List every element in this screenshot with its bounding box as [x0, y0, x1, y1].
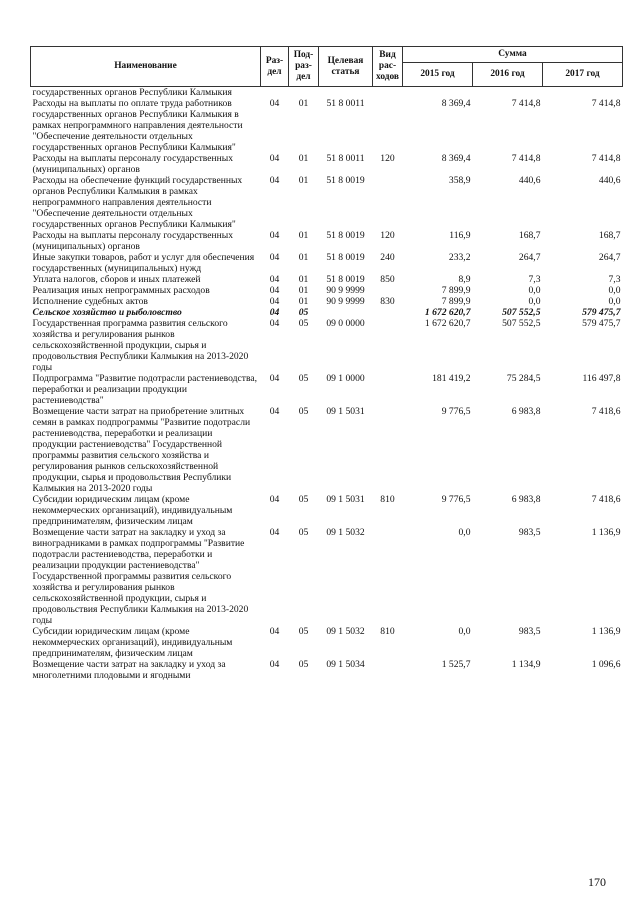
- cell-2016: 507 552,5: [502, 307, 541, 318]
- table-row: [31, 373, 623, 406]
- cell-expense-type: [373, 318, 403, 373]
- table-row: [31, 274, 623, 285]
- header-year-2016: 2016 год: [473, 63, 543, 87]
- table-body: [31, 87, 623, 682]
- cell-target-article: 09 1 5034: [326, 659, 365, 670]
- cell-section: 04: [269, 252, 280, 263]
- table-row: [31, 296, 623, 307]
- cell-2016: 1 134,9: [511, 659, 541, 670]
- cell-name: Уплата налогов, сборов и иных платежей: [32, 274, 201, 285]
- cell-target-article: 90 9 9999: [326, 296, 365, 307]
- cell-section: 04: [269, 494, 280, 505]
- cell-2016: 507 552,5: [502, 318, 541, 329]
- cell-2016: 168,7: [518, 230, 541, 241]
- cell-2015: 1 525,7: [441, 659, 471, 670]
- cell-2016: 7 414,8: [511, 98, 541, 109]
- cell-target-article: 09 1 5031: [326, 406, 365, 417]
- cell-subsection: 05: [298, 307, 309, 318]
- cell-section: 04: [269, 285, 280, 296]
- cell-section: 04: [269, 373, 280, 384]
- budget-table: [30, 46, 623, 681]
- cell-2015: 0,0: [458, 626, 471, 637]
- table-row: [31, 98, 623, 153]
- cell-subsection: 05: [298, 318, 309, 329]
- cell-2015: 7 899,9: [441, 296, 471, 307]
- cell-2017: 1 096,6: [591, 659, 621, 670]
- cell-target-article: 09 0 0000: [326, 318, 365, 329]
- cell-target-article: 51 8 0019: [326, 175, 365, 186]
- cell-target-article: 51 8 0019: [326, 230, 365, 241]
- table-row: [31, 307, 623, 318]
- cell-target-article: 09 1 5032: [326, 527, 365, 538]
- header-sum: Сумма: [403, 47, 623, 63]
- cell-2017: 7 414,8: [591, 98, 621, 109]
- cell-subsection: 05: [298, 406, 309, 417]
- cell-subsection: 01: [298, 296, 309, 307]
- table-row: [31, 87, 623, 99]
- cell-name: Расходы на выплаты персоналу государственных (муниципальных) органов: [32, 153, 234, 175]
- cell-subsection: 01: [298, 175, 309, 186]
- cell-2015: 1 672 620,7: [424, 307, 471, 318]
- cell-2017: 1 136,9: [591, 527, 621, 538]
- header-expense-type: Вид рас- ходов: [373, 47, 403, 87]
- cell-2017: 440,6: [598, 175, 621, 186]
- table-row: [31, 494, 623, 527]
- header-name: Наименование: [31, 47, 261, 87]
- cell-subsection: 05: [298, 527, 309, 538]
- table-row: [31, 252, 623, 274]
- cell-subsection: 05: [298, 659, 309, 670]
- cell-2016: [473, 87, 543, 99]
- header-section: Раз- дел: [261, 47, 289, 87]
- cell-name: государственных органов Республики Калмыкия: [32, 87, 232, 98]
- cell-2015: 9 776,5: [441, 494, 471, 505]
- cell-target-article: [319, 307, 373, 318]
- cell-2017: 116 497,8: [582, 373, 621, 384]
- table-row: [31, 230, 623, 252]
- cell-2015: 9 776,5: [441, 406, 471, 417]
- cell-subsection: 01: [298, 274, 309, 285]
- cell-2016: 6 983,8: [511, 494, 541, 505]
- cell-name: Расходы на обеспечение функций государственных органов Республики Калмыкия в рамках непрограммного направления деятельности "Обеспечение деятельности отдельных государственных органов Республики Калмыкия": [32, 175, 243, 230]
- cell-2016: 983,5: [518, 527, 541, 538]
- cell-section: 04: [269, 318, 280, 329]
- cell-2017: 7 418,6: [591, 494, 621, 505]
- cell-expense-type: 240: [380, 252, 395, 263]
- cell-name: Возмещение части затрат на закладку и уход за виноградниками в рамках подпрограммы "Развитие подотрасли растениеводства, переработки и реализации продукции растениеводства" Государственной программы развития сельского хозяйства и регулирования рынков сельскохозяйственной продукции, сырья и продовольствия Республики Калмыкия на 2013-2020 годы: [32, 527, 249, 626]
- header-subsection: Под- раз- дел: [289, 47, 319, 87]
- cell-2017: 0,0: [608, 285, 621, 296]
- cell-section: 04: [269, 307, 280, 318]
- table-header: [31, 47, 623, 87]
- cell-name: Реализация иных непрограммных расходов: [32, 285, 210, 296]
- cell-name: Субсидии юридическим лицам (кроме некоммерческих организаций), индивидуальным предпринимателям, физическим лицам: [32, 494, 233, 527]
- cell-name: Возмещение части затрат на закладку и уход за многолетними плодовыми и ягодными: [32, 659, 226, 681]
- cell-section: 04: [269, 296, 280, 307]
- table-row: [31, 527, 623, 626]
- cell-2015: 1 672 620,7: [424, 318, 471, 329]
- cell-target-article: 51 8 0011: [326, 153, 365, 164]
- header-year-2017: 2017 год: [543, 63, 623, 87]
- cell-2015: 358,9: [448, 175, 471, 186]
- cell-2015: 0,0: [458, 527, 471, 538]
- cell-expense-type: 810: [380, 494, 395, 505]
- cell-name: Сельское хозяйство и рыболовство: [32, 307, 182, 318]
- cell-section: 04: [269, 527, 280, 538]
- cell-2016: 983,5: [518, 626, 541, 637]
- cell-2017: 0,0: [608, 296, 621, 307]
- header-year-2015: 2015 год: [403, 63, 473, 87]
- cell-2017: 579 475,7: [582, 307, 621, 318]
- cell-target-article: 51 8 0019: [326, 274, 365, 285]
- cell-expense-type: [373, 87, 403, 99]
- cell-target-article: 09 1 5032: [326, 626, 365, 637]
- cell-name: Субсидии юридическим лицам (кроме некоммерческих организаций), индивидуальным предпринимателям, физическим лицам: [32, 626, 233, 659]
- cell-target-article: [319, 87, 373, 99]
- cell-target-article: 51 8 0019: [326, 252, 365, 263]
- table-row: [31, 659, 623, 681]
- cell-2015: 8 369,4: [441, 98, 471, 109]
- cell-expense-type: [373, 307, 403, 318]
- cell-expense-type: [373, 373, 403, 406]
- cell-expense-type: [373, 659, 403, 681]
- cell-2015: 7 899,9: [441, 285, 471, 296]
- cell-2016: 7,3: [528, 274, 541, 285]
- cell-subsection: 01: [298, 285, 309, 296]
- cell-name: Расходы на выплаты по оплате труда работников государственных органов Республики Калмыкия в рамках непрограммного направления деятельности "Обеспечение деятельности отдельных государственных органов Республики Калмыкия": [32, 98, 243, 153]
- cell-2016: 6 983,8: [511, 406, 541, 417]
- cell-2015: 8 369,4: [441, 153, 471, 164]
- cell-expense-type: 830: [380, 296, 395, 307]
- cell-name: Расходы на выплаты персоналу государственных (муниципальных) органов: [32, 230, 234, 252]
- cell-name: Возмещение части затрат на приобретение элитных семян в рамках подпрограммы "Развитие подотрасли растениеводства, переработки и реализации продукции растениеводства" Государственной программы развития сельского хозяйства и регулирования рынков сельскохозяйственной продукции, сырья и продовольствия Республики Калмыкия на 2013-2020 годы: [32, 406, 251, 494]
- cell-expense-type: [373, 285, 403, 296]
- cell-section: 04: [269, 175, 280, 186]
- cell-expense-type: [373, 527, 403, 626]
- cell-name: Подпрограмма "Развитие подотрасли растениеводства, переработки и реализации продукции растениеводства": [32, 373, 258, 406]
- cell-section: 04: [269, 230, 280, 241]
- cell-subsection: [289, 87, 319, 99]
- cell-subsection: 01: [298, 153, 309, 164]
- cell-2015: [403, 87, 473, 99]
- cell-section: 04: [269, 98, 280, 109]
- cell-2017: 264,7: [598, 252, 621, 263]
- table-row: [31, 175, 623, 230]
- cell-target-article: 90 9 9999: [326, 285, 365, 296]
- cell-2015: 233,2: [448, 252, 471, 263]
- header-target: Целевая статья: [319, 47, 373, 87]
- cell-expense-type: 810: [380, 626, 395, 637]
- cell-subsection: 05: [298, 494, 309, 505]
- cell-2017: 7 418,6: [591, 406, 621, 417]
- cell-subsection: 05: [298, 373, 309, 384]
- cell-name: Исполнение судебных актов: [32, 296, 148, 307]
- cell-section: 04: [269, 274, 280, 285]
- cell-expense-type: 850: [380, 274, 395, 285]
- cell-target-article: 51 8 0011: [326, 98, 365, 109]
- cell-2016: 7 414,8: [511, 153, 541, 164]
- cell-expense-type: [373, 406, 403, 494]
- cell-target-article: 09 1 5031: [326, 494, 365, 505]
- cell-2016: 0,0: [528, 285, 541, 296]
- budget-table-page: [30, 46, 622, 681]
- cell-2016: 440,6: [518, 175, 541, 186]
- cell-name: Государственная программа развития сельского хозяйства и регулирования рынков сельскохозяйственной продукции, сырья и продовольствия Республики Калмыкия на 2013-2020 годы: [32, 318, 249, 373]
- cell-section: [261, 87, 289, 99]
- cell-2017: 1 136,9: [591, 626, 621, 637]
- cell-2015: 8,9: [458, 274, 471, 285]
- cell-expense-type: [373, 175, 403, 230]
- cell-2016: 264,7: [518, 252, 541, 263]
- cell-section: 04: [269, 659, 280, 670]
- cell-section: 04: [269, 153, 280, 164]
- table-row: [31, 153, 623, 175]
- cell-subsection: 05: [298, 626, 309, 637]
- table-row: [31, 318, 623, 373]
- cell-expense-type: 120: [380, 153, 395, 164]
- cell-target-article: 09 1 0000: [326, 373, 365, 384]
- cell-2017: 7,3: [608, 274, 621, 285]
- cell-expense-type: [373, 98, 403, 153]
- cell-subsection: 01: [298, 252, 309, 263]
- cell-2017: 579 475,7: [582, 318, 621, 329]
- cell-2016: 75 284,5: [506, 373, 541, 384]
- cell-2017: 168,7: [598, 230, 621, 241]
- cell-name: Иные закупки товаров, работ и услуг для обеспечения государственных (муниципальных) нужд: [32, 252, 255, 274]
- cell-2017: 7 414,8: [591, 153, 621, 164]
- table-row: [31, 626, 623, 659]
- cell-2016: 0,0: [528, 296, 541, 307]
- cell-2015: 116,9: [449, 230, 471, 241]
- table-row: [31, 406, 623, 494]
- cell-2017: [543, 87, 623, 99]
- table-row: [31, 285, 623, 296]
- cell-section: 04: [269, 406, 280, 417]
- cell-section: 04: [269, 626, 280, 637]
- cell-subsection: 01: [298, 98, 309, 109]
- cell-subsection: 01: [298, 230, 309, 241]
- cell-expense-type: 120: [380, 230, 395, 241]
- cell-2015: 181 419,2: [432, 373, 471, 384]
- page-number: 170: [588, 875, 606, 889]
